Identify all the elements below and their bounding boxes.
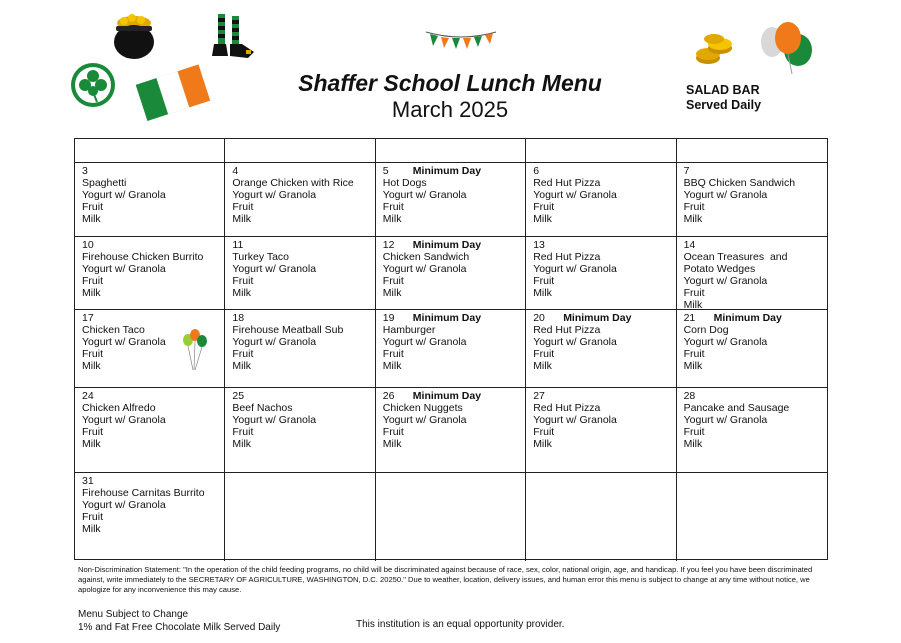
menu-item: Milk — [683, 213, 703, 225]
leprechaun-legs-icon — [208, 12, 258, 62]
day-cell-3 — [75, 163, 225, 237]
day-number: 13 — [533, 239, 545, 251]
day-header — [232, 312, 368, 324]
menu-item: Hot Dogs — [382, 177, 427, 189]
salad-bar-note — [686, 83, 761, 113]
menu-item: Red Hut Pizza — [533, 177, 601, 189]
menu-item: Yogurt w/ Granola — [232, 336, 317, 348]
menu-item: Yogurt w/ Granola — [232, 414, 317, 426]
day-header — [533, 165, 669, 177]
menu-item: Pancake and Sausage — [683, 402, 790, 414]
day-header — [232, 390, 368, 402]
menu-item: Fruit — [232, 348, 254, 360]
menu-item: Fruit — [82, 201, 103, 213]
salad-bar-line1: SALAD BAR — [686, 83, 760, 97]
day-header — [533, 390, 669, 402]
day-header — [383, 312, 519, 324]
footer-notes — [78, 608, 280, 634]
gold-coins-icon — [694, 32, 738, 68]
day-header — [533, 239, 669, 251]
menu-item: Corn Dog — [683, 324, 729, 336]
menu-item: Fruit — [683, 287, 705, 299]
menu-item: BBQ Chicken Sandwich — [683, 177, 796, 189]
menu-item: Yogurt w/ Granola — [683, 336, 768, 348]
minimum-day-label: Minimum Day — [563, 312, 632, 324]
milk-note: 1% and Fat Free Chocolate Milk Served Daily — [78, 622, 281, 633]
day-number: 11 — [232, 239, 244, 251]
day-header — [383, 239, 519, 251]
empty-day-cell — [376, 473, 526, 561]
day-cell-10 — [75, 237, 225, 310]
menu-item: Milk — [533, 360, 552, 372]
day-cell-27 — [526, 388, 676, 473]
day-cell-7 — [677, 163, 827, 237]
menu-item: Ocean Treasures and — [683, 251, 788, 263]
menu-item: Yogurt w/ Granola — [382, 263, 467, 275]
menu-item: Milk — [82, 438, 101, 450]
menu-item: Milk — [382, 438, 402, 450]
menu-item: Red Hut Pizza — [533, 251, 601, 263]
menu-item: Milk — [232, 287, 252, 299]
menu-item: Firehouse Meatball Sub — [232, 324, 344, 336]
day-cell-4 — [225, 163, 375, 237]
empty-day-cell — [677, 473, 827, 561]
day-number: 5 — [382, 165, 389, 177]
menu-item: Milk — [683, 438, 703, 450]
day-header — [232, 239, 368, 251]
day-cell-25 — [225, 388, 375, 473]
day-header — [684, 390, 821, 402]
menu-item: Red Hut Pizza — [533, 402, 601, 414]
day-cell-28 — [677, 388, 827, 473]
menu-item: Beef Nachos — [232, 402, 293, 414]
menu-item: Yogurt w/ Granola — [382, 336, 467, 348]
menu-item: Fruit — [533, 426, 555, 438]
menu-item: Milk — [82, 523, 101, 535]
menu-item: Yogurt w/ Granola — [82, 189, 166, 201]
menu-item: Fruit — [82, 511, 103, 523]
menu-item: Yogurt w/ Granola — [533, 414, 617, 426]
day-cell-11 — [225, 237, 375, 310]
menu-change-note: Menu Subject to Change — [78, 609, 189, 620]
menu-item: Yogurt w/ Granola — [683, 189, 768, 201]
day-cell-24 — [75, 388, 225, 473]
day-header — [82, 312, 218, 324]
minimum-day-label: Minimum Day — [412, 239, 482, 251]
day-header — [383, 390, 519, 402]
menu-item: Firehouse Chicken Burrito — [82, 251, 204, 263]
minimum-day-label: Minimum Day — [412, 312, 482, 324]
menu-item: Yogurt w/ Granola — [82, 336, 166, 348]
menu-item: Chicken Sandwich — [382, 251, 470, 263]
menu-item: Yogurt w/ Granola — [533, 336, 617, 348]
menu-item: Yogurt w/ Granola — [82, 414, 166, 426]
menu-item: Milk — [232, 360, 252, 372]
day-cell-31 — [75, 473, 225, 561]
menu-item: Milk — [533, 213, 552, 225]
day-header — [82, 475, 218, 487]
day-cell-26 — [376, 388, 526, 473]
menu-item: Milk — [533, 287, 552, 299]
day-number: 3 — [82, 165, 88, 177]
day-number: 28 — [683, 390, 696, 402]
menu-item: Hamburger — [382, 324, 436, 336]
menu-item: Yogurt w/ Granola — [382, 414, 467, 426]
day-header — [383, 165, 519, 177]
day-header — [684, 165, 821, 177]
menu-item: Potato Wedges — [683, 263, 756, 275]
menu-item: Fruit — [232, 201, 254, 213]
weekday-header-cell — [526, 139, 676, 163]
page-title: Shaffer School Lunch Menu — [298, 70, 602, 96]
day-cell-20 — [526, 310, 676, 388]
minimum-day-label: Minimum Day — [412, 390, 482, 402]
day-number: 31 — [82, 475, 94, 487]
day-header — [232, 165, 368, 177]
menu-item: Fruit — [683, 426, 705, 438]
menu-item: Yogurt w/ Granola — [533, 189, 617, 201]
weekday-header-cell — [75, 139, 225, 163]
weekday-header-cell — [376, 139, 526, 163]
weekday-header-cell — [225, 139, 375, 163]
day-header — [82, 390, 218, 402]
day-header — [684, 312, 821, 324]
empty-day-cell — [526, 473, 676, 561]
menu-item: Milk — [382, 213, 402, 225]
menu-item: Milk — [82, 287, 101, 299]
day-number: 10 — [82, 239, 94, 251]
balloons-icon — [758, 20, 824, 76]
equal-opportunity-note: This institution is an equal opportunity provider. — [356, 619, 565, 630]
menu-item: Fruit — [382, 426, 404, 438]
day-number: 19 — [382, 312, 395, 324]
day-number: 4 — [232, 165, 239, 177]
menu-item: Yogurt w/ Granola — [232, 263, 317, 275]
menu-item: Turkey Taco — [232, 251, 289, 263]
day-number: 6 — [533, 165, 540, 177]
day-number: 12 — [382, 239, 395, 251]
menu-item: Milk — [533, 438, 552, 450]
menu-item: Milk — [683, 299, 703, 310]
menu-item: Chicken Taco — [82, 324, 145, 336]
day-number: 14 — [683, 239, 696, 251]
small-balloons-icon — [180, 326, 210, 372]
day-number: 25 — [232, 390, 245, 402]
menu-item: Spaghetti — [82, 177, 127, 189]
bunting-icon — [424, 28, 498, 58]
day-number: 7 — [683, 165, 690, 177]
menu-item: Red Hut Pizza — [533, 324, 601, 336]
day-number: 17 — [82, 312, 94, 324]
menu-item: Milk — [82, 360, 101, 372]
menu-item: Milk — [382, 287, 402, 299]
menu-item: Fruit — [232, 426, 254, 438]
page-subtitle: March 2025 — [391, 97, 509, 122]
day-header — [684, 239, 821, 251]
day-number: 26 — [382, 390, 395, 402]
menu-item: Chicken Nuggets — [382, 402, 463, 414]
day-cell-12 — [376, 237, 526, 310]
menu-item: Fruit — [82, 426, 103, 438]
menu-item: Fruit — [82, 348, 103, 360]
minimum-day-label: Minimum Day — [713, 312, 782, 324]
menu-item: Orange Chicken with Rice — [232, 177, 354, 189]
day-cell-5 — [376, 163, 526, 237]
menu-item: Yogurt w/ Granola — [683, 275, 768, 287]
menu-item: Fruit — [683, 201, 705, 213]
day-number: 20 — [533, 312, 545, 324]
menu-item: Fruit — [82, 275, 103, 287]
day-cell-6 — [526, 163, 676, 237]
day-header — [533, 312, 669, 324]
menu-item: Yogurt w/ Granola — [533, 263, 617, 275]
menu-item: Fruit — [533, 201, 555, 213]
non-discrimination-statement: Non-Discrimination Statement: "In the operation of the child feeding programs, no child will be discriminated against because of race, sex, color, national origin, age, and handicap. If you feel you have been discriminated against, write immediately to the SECRETARY OF AGRICULTURE, WASHINGTON, D.C. 20250." Due to weather, location, delivery issues, and human error this menu is subject to change at any time without notice, we apologize for any inconvenience this may cause. — [78, 565, 813, 594]
day-cell-18 — [225, 310, 375, 388]
menu-item: Fruit — [533, 275, 555, 287]
menu-item: Yogurt w/ Granola — [82, 499, 166, 511]
menu-item: Milk — [82, 213, 101, 225]
day-cell-19 — [376, 310, 526, 388]
menu-item: Fruit — [382, 275, 404, 287]
menu-item: Fruit — [533, 348, 555, 360]
menu-item: Fruit — [382, 201, 404, 213]
minimum-day-label: Minimum Day — [412, 165, 482, 177]
day-number: 21 — [683, 312, 696, 324]
day-number: 24 — [82, 390, 94, 402]
day-cell-21 — [677, 310, 827, 388]
pot-of-gold-icon — [110, 12, 158, 60]
salad-bar-line2: Served Daily — [686, 98, 762, 112]
menu-item: Fruit — [683, 348, 705, 360]
menu-item: Milk — [232, 438, 252, 450]
day-header — [82, 239, 218, 251]
shamrock-icon — [70, 62, 116, 108]
menu-item: Yogurt w/ Granola — [683, 414, 768, 426]
menu-item: Firehouse Carnitas Burrito — [82, 487, 205, 499]
menu-item: Fruit — [232, 275, 254, 287]
menu-item: Fruit — [382, 348, 404, 360]
menu-item: Yogurt w/ Granola — [232, 189, 317, 201]
menu-item: Yogurt w/ Granola — [82, 263, 166, 275]
irish-flag-icon — [135, 62, 210, 124]
empty-day-cell — [225, 473, 375, 561]
weekday-header-cell — [677, 139, 827, 163]
menu-item: Milk — [382, 360, 402, 372]
day-number: 18 — [232, 312, 245, 324]
day-cell-13 — [526, 237, 676, 310]
day-header — [82, 165, 218, 177]
menu-item: Chicken Alfredo — [82, 402, 156, 414]
menu-item: Milk — [683, 360, 703, 372]
menu-item: Yogurt w/ Granola — [382, 189, 467, 201]
day-number: 27 — [533, 390, 545, 402]
day-cell-14 — [677, 237, 827, 310]
menu-item: Milk — [232, 213, 252, 225]
